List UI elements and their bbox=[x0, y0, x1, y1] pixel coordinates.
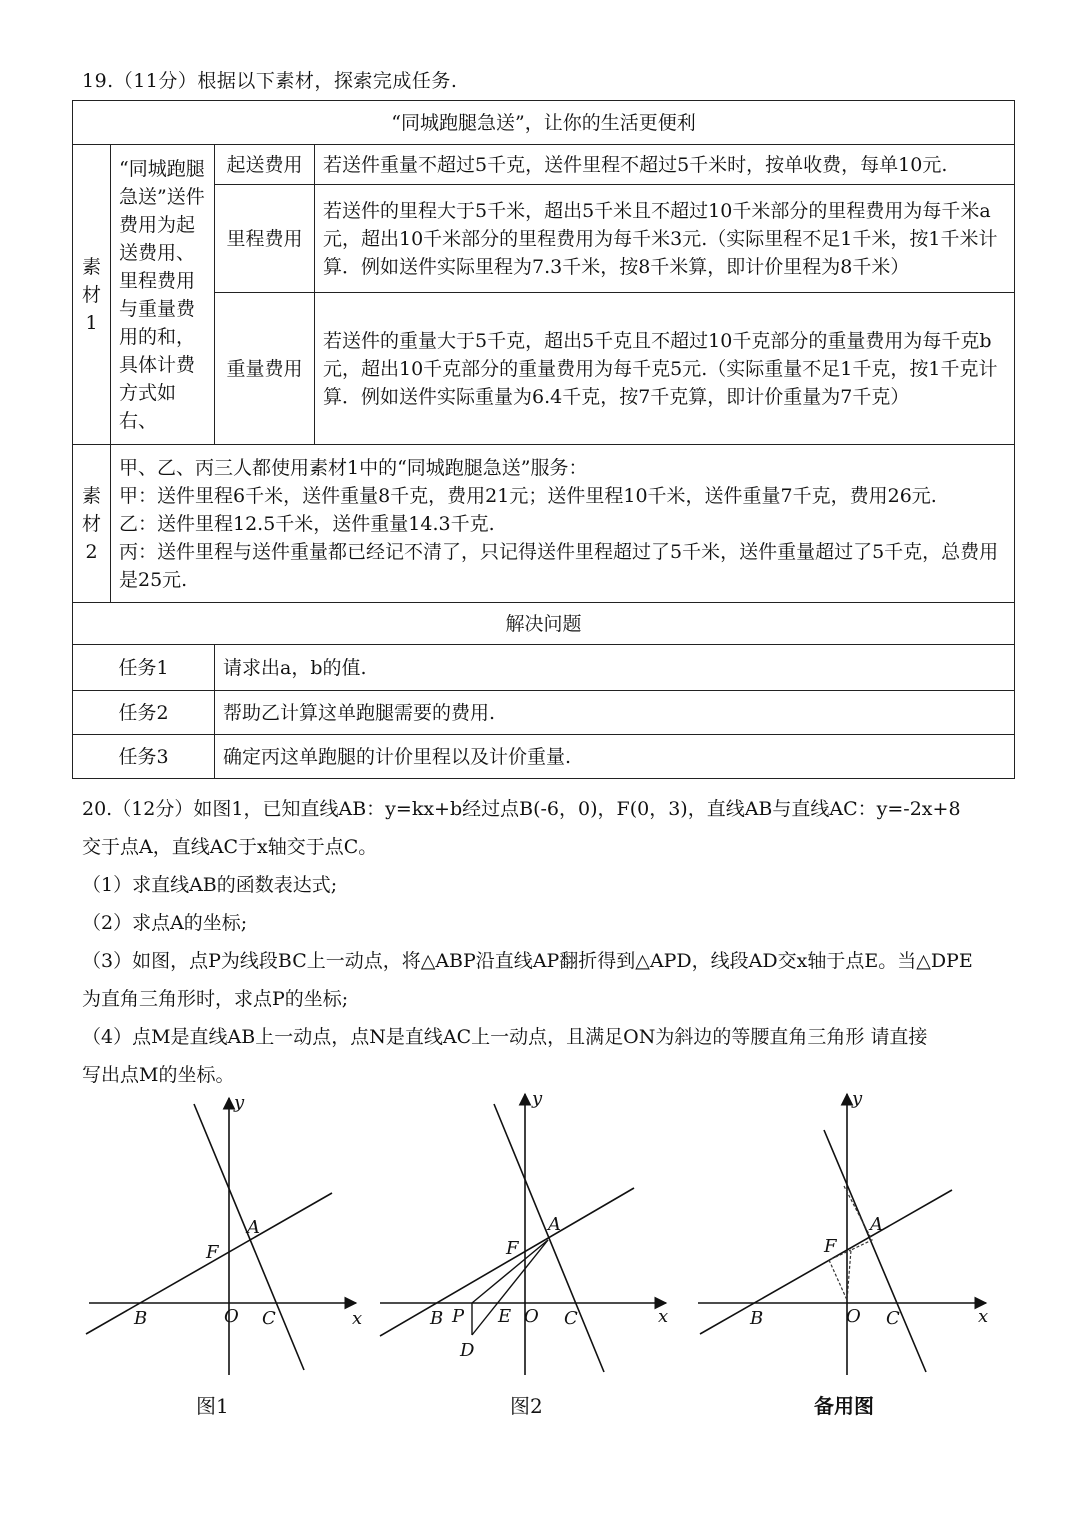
q20-text bbox=[82, 790, 1002, 1094]
label-F: F bbox=[206, 1242, 219, 1263]
task-2-text: 帮助乙计算这单跑腿需要的费用. bbox=[215, 691, 1015, 735]
q20-line: （4）点M是直线AB上一动点，点N是直线AC上一动点，且满足ON为斜边的等腰直角三角形 请直接 bbox=[82, 1026, 928, 1048]
figure-spare bbox=[694, 1090, 999, 1380]
caption-figure-1: 图1 bbox=[196, 1394, 229, 1418]
fee-label-weight: 重量费用 bbox=[215, 293, 315, 445]
label-A: A bbox=[870, 1214, 883, 1235]
material-1-desc: “同城跑腿急送”送件费用为起送费用、里程费用与重量费用的和，具体计费方式如右、 bbox=[111, 145, 215, 445]
materials-table bbox=[72, 100, 1015, 779]
line-AB bbox=[86, 1193, 332, 1334]
material-2-line: 乙：送件里程12.5千米，送件重量14.3千克. bbox=[119, 512, 495, 535]
label-F: F bbox=[506, 1238, 519, 1259]
label-B: B bbox=[430, 1308, 444, 1329]
material-2-line: 甲、乙、丙三人都使用素材1中的“同城跑腿急送”服务： bbox=[119, 456, 588, 479]
material-2-line: 丙：送件里程与送件重量都已经记不清了，只记得送件里程超过了5千米，送件重量超过了5千克，总费用是25元. bbox=[119, 540, 999, 591]
label-O: O bbox=[224, 1306, 239, 1327]
label-C: C bbox=[886, 1308, 900, 1329]
label-A: A bbox=[548, 1214, 561, 1235]
label-D: D bbox=[460, 1340, 475, 1361]
fee-text-start: 若送件重量不超过5千克，送件里程不超过5千米时，按单收费，每单10元. bbox=[315, 145, 1015, 185]
task-3-label: 任务3 bbox=[73, 735, 215, 779]
caption-figure-2: 图2 bbox=[510, 1394, 543, 1418]
line-AC bbox=[824, 1130, 926, 1372]
fee-text-weight: 若送件的重量大于5千克，超出5千克且不超过10千克部分的重量费用为每千克b元，超出10千克部分的重量费用为每千克5元.（实际重量不足1千克，按1千克计算．例如送件实际重量为6.4千克，按7千克算，即计价重量为7千克） bbox=[315, 293, 1015, 445]
fee-text-distance: 若送件的里程大于5千米，超出5千米且不超过10千米部分的里程费用为每千米a元，超出10千米部分的里程费用为每千米3元.（实际里程不足1千米，按1千米计算．例如送件实际里程为7.3千米，按8千米算，即计价里程为8千米） bbox=[315, 185, 1015, 293]
task-1-text: 请求出a，b的值. bbox=[215, 645, 1015, 691]
label-y: y bbox=[234, 1092, 245, 1113]
line-AB bbox=[700, 1190, 952, 1334]
fee-label-start: 起送费用 bbox=[215, 145, 315, 185]
label-y: y bbox=[532, 1090, 543, 1109]
q20-line: 为直角三角形时，求点P的坐标; bbox=[82, 988, 349, 1010]
label-B: B bbox=[750, 1308, 764, 1329]
label-x: x bbox=[978, 1306, 989, 1327]
q20-line: 写出点M的坐标。 bbox=[82, 1064, 235, 1086]
label-y: y bbox=[852, 1090, 863, 1109]
figure-2 bbox=[378, 1090, 678, 1380]
label-C: C bbox=[564, 1308, 578, 1329]
fee-label-distance: 里程费用 bbox=[215, 185, 315, 293]
q20-line: （1）求直线AB的函数表达式; bbox=[82, 874, 338, 896]
task-1-label: 任务1 bbox=[73, 645, 215, 691]
figure-1 bbox=[84, 1090, 374, 1380]
q19-heading: 19.（11分）根据以下素材，探索完成任务. bbox=[82, 70, 458, 92]
label-x: x bbox=[352, 1308, 363, 1329]
q20-line: （2）求点A的坐标; bbox=[82, 912, 248, 934]
task-2-label: 任务2 bbox=[73, 691, 215, 735]
material-2-line: 甲：送件里程6千米，送件重量8千克，费用21元；送件里程10千米，送件重量7千克，费用26元. bbox=[119, 484, 937, 507]
q20-line: 交于点A，直线AC于x轴交于点C。 bbox=[82, 836, 378, 858]
task-3-text: 确定丙这单跑腿的计价里程以及计价重量. bbox=[215, 735, 1015, 779]
label-E: E bbox=[498, 1306, 512, 1327]
label-A: A bbox=[247, 1217, 260, 1238]
material-2-content bbox=[111, 445, 1015, 603]
caption-figure-spare: 备用图 bbox=[814, 1394, 874, 1418]
label-F: F bbox=[824, 1236, 837, 1257]
q20-line: （3）如图，点P为线段BC上一动点，将△ABP沿直线AP翻折得到△APD，线段AD交x轴于点E。当△DPE bbox=[82, 950, 973, 972]
label-O: O bbox=[524, 1306, 539, 1327]
label-B: B bbox=[134, 1308, 148, 1329]
material-2-label: 素材2 bbox=[73, 445, 111, 603]
table-title: “同城跑腿急送”，让你的生活更便利 bbox=[73, 101, 1015, 145]
label-C: C bbox=[262, 1308, 276, 1329]
label-P: P bbox=[452, 1306, 465, 1327]
q20-line: 20.（12分）如图1，已知直线AB：y=kx+b经过点B(-6，0)，F(0，3)，直线AB与直线AC：y=-2x+8 bbox=[82, 798, 961, 820]
solve-title: 解决问题 bbox=[73, 603, 1015, 645]
label-x: x bbox=[658, 1306, 669, 1327]
material-1-label: 素材1 bbox=[73, 145, 111, 445]
label-O: O bbox=[846, 1306, 861, 1327]
